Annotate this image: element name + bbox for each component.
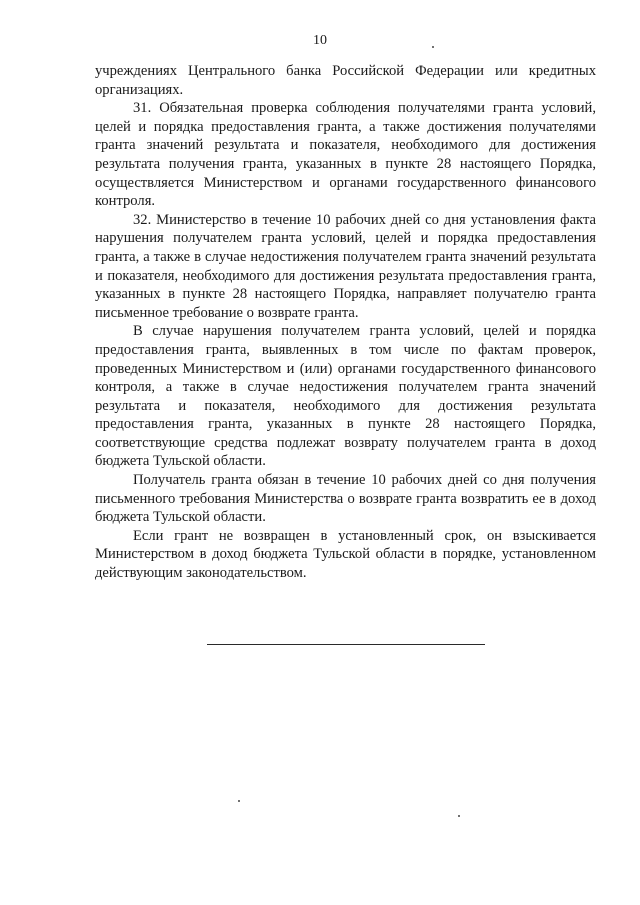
paragraph-continuation: учреждениях Центрального банка Российской Федерации или кредитных организациях. <box>95 63 596 98</box>
scan-speck <box>238 800 240 802</box>
scan-speck <box>458 815 460 817</box>
paragraph-enforced-collection: Если грант не возвращен в установленный срок, он взыскивается Министерством в доход бюджета Тульской области в порядке, установленном действующим законодательством. <box>95 527 596 582</box>
end-of-text-rule <box>207 644 485 645</box>
paragraph-refund-deadline: Получатель гранта обязан в течение 10 рабочих дней со дня получения письменного требования Министерства о возврате гранта возвратить ее в доход бюджета Тульской области. <box>95 472 596 526</box>
paragraph-violation-refund: В случае нарушения получателем гранта условий, целей и порядка предоставления гранта, выявленных в том числе по фактам проверок, проведенных Министерством и (или) органами государственного финансового контроля, а также в случае недостижения получателем гранта значений результата и показателя, необходимого для достижения результата предоставления гранта, указанных в пункте 28 настоящего Порядка, соответствующие средства подлежат возврату получателем гранта в доход бюджета Тульской области. <box>95 323 596 470</box>
paragraph-item-31: 31. Обязательная проверка соблюдения получателями гранта условий, целей и порядка предоставления гранта, а также достижения получателями гранта значений результата и показателя, необходимого для достижения результата получения гранта, указанных в пункте 28 настоящего Порядка, осуществляется Министерством и органами государственного финансового контроля. <box>95 100 596 210</box>
page-number: 10 <box>313 33 327 48</box>
scan-speck <box>432 46 434 48</box>
document-body <box>95 62 596 583</box>
paragraph-item-32: 32. Министерство в течение 10 рабочих дней со дня установления факта нарушения получателем гранта условий, целей и порядка предоставления гранта, а также в случае недостижения получателем гранта значений результата и показателя, необходимого для достижения результата предоставления гранта, указанных в пункте 28 настоящего Порядка, направляет получателю гранта письменное требование о возврате гранта. <box>95 211 596 321</box>
